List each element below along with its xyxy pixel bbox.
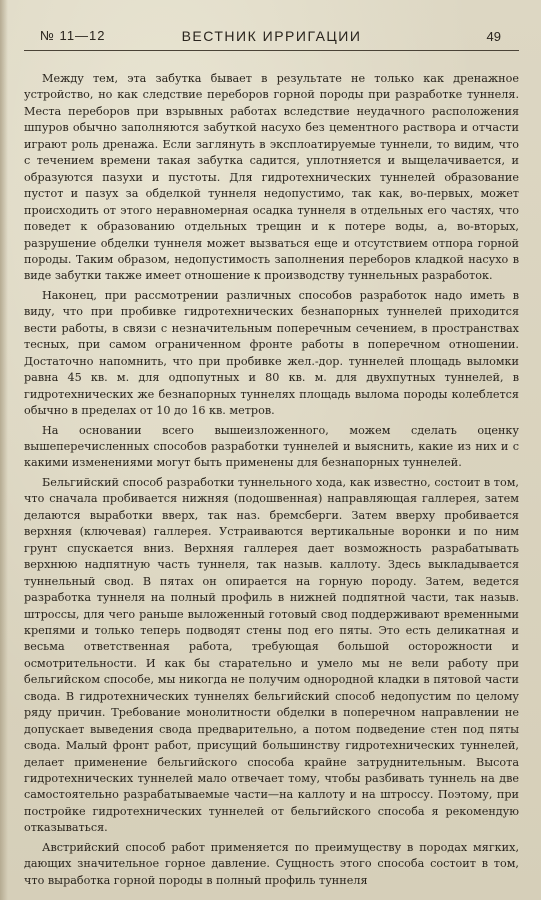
issue-number: № 11—12 [40, 28, 106, 43]
paragraph-austrian-method: Австрийский способ работ применяется по преимуществу в породах мягких, дающих значительное горное давление. Сущность этого способа состоит в том, что выработка горной породы в полный профиль туннеля [24, 840, 519, 887]
page-number: 49 [486, 29, 501, 44]
running-header [24, 28, 519, 51]
page-edge-shadow [0, 0, 8, 900]
journal-title: ВЕСТНИК ИРРИГАЦИИ [181, 28, 362, 44]
paragraph-belgian-method: Бельгийский способ разработки туннельного хода, как известно, состоит в том, что сначала пробивается нижняя (подошвенная) направляющая галлерея, затем делаются выработки вверх, так наз. бремсберги. Затем вверху пробивается верхняя (ключевая) галлерея. Устраиваются вертикальные воронки и по ним грунт спускается вниз. Верхняя галлерея дает возможность разрабатывать верхнюю надпятную часть туннеля, так назыв. каллоту. Здесь выкладывается туннельный свод. В пятах он опирается на горную породу. Затем, ведется разработка туннеля на полный профиль в нижней подпятной части, так назыв. штроссы, для чего раньше выложенный готовый свод поддерживают временными крепями и только теперь подводят стены под его пяты. Это есть деликатная и весьма ответственная работа, требующая большой осторожности и осмотрительности. И как бы старательно и умело мы не вели работу при бельгийском способе, мы никогда не получим однородной кладки в пятовой части свода. В гидротехнических туннелях бельгийский способ недопустим по целому ряду причин. Требование монолитности обделки в поперечном направлении не допускает выведения свода предварительно, а потом подведение стен под пяты свода. Малый фронт работ, присущий большинству гидротехнических туннелей, делает применение бельгийского способа крайне затруднительным. Высота гидротехнических туннелей мало отвечает тому, чтобы разбивать туннель на две самостоятельно разрабатываемые части—на каллоту и на штроссу. Поэтому, при постройке гидротехнических туннелей от бельгийского способа я рекомендую отказываться. [24, 475, 519, 835]
paragraph-backfill: Между тем, эта забутка бывает в результате не только как дренажное устройство, но как следствие переборов горной породы при разработке туннеля. Места переборов при взрывных работах вследствие неудачного расположения шпуров обычно заполняются забуткой насухо без цементного раствора и отчасти играют роль дренажа. Если заглянуть в эксплоатируемые туннели, то видим, что с течением времени такая забутка садится, уплотняется и выщелачивается, и образуются пазухи и пустоты. Для гидротехнических туннелей образование пустот и пазух за обделкой туннеля недопустимо, так как, во-первых, может происходить от этого неравномерная осадка туннеля в отдельных его частях, что поведет к образованию отдельных трещин и к потере воды, а, во-вторых, разрушение обделки туннеля может вызваться еще и отсутствием отпора горной породы. Таким образом, недопустимость заполнения переборов кладкой насухо в виде забутки также имеет отношение к производству туннельных разработок. [24, 72, 519, 283]
article-body [24, 71, 519, 889]
paragraph-assessment: На основании всего вышеизложенного, можем сделать оценку вышеперечисленных способов разработки туннелей и выяснить, какие из них и с какими изменениями могут быть применены для безнапорных туннелей. [24, 423, 519, 470]
paragraph-narrow-workspace: Наконец, при рассмотрении различных способов разработок надо иметь в виду, что при пробивке гидротехнических безнапорных туннелей приходится вести работы, в связи с незначительным поперечным сечением, в пространствах тесных, при самом ограниченном фронте работы в поперечном отношении. Достаточно напомнить, что при пробивке жел.-дор. туннелей площадь выломки равна 45 кв. м. для одпопутных и 80 кв. м. для двухпутных туннелей, в гидротехнических же безнапорных туннелях площадь вылома породы колеблется обычно в пределах от 10 до 16 кв. метров. [24, 288, 519, 418]
